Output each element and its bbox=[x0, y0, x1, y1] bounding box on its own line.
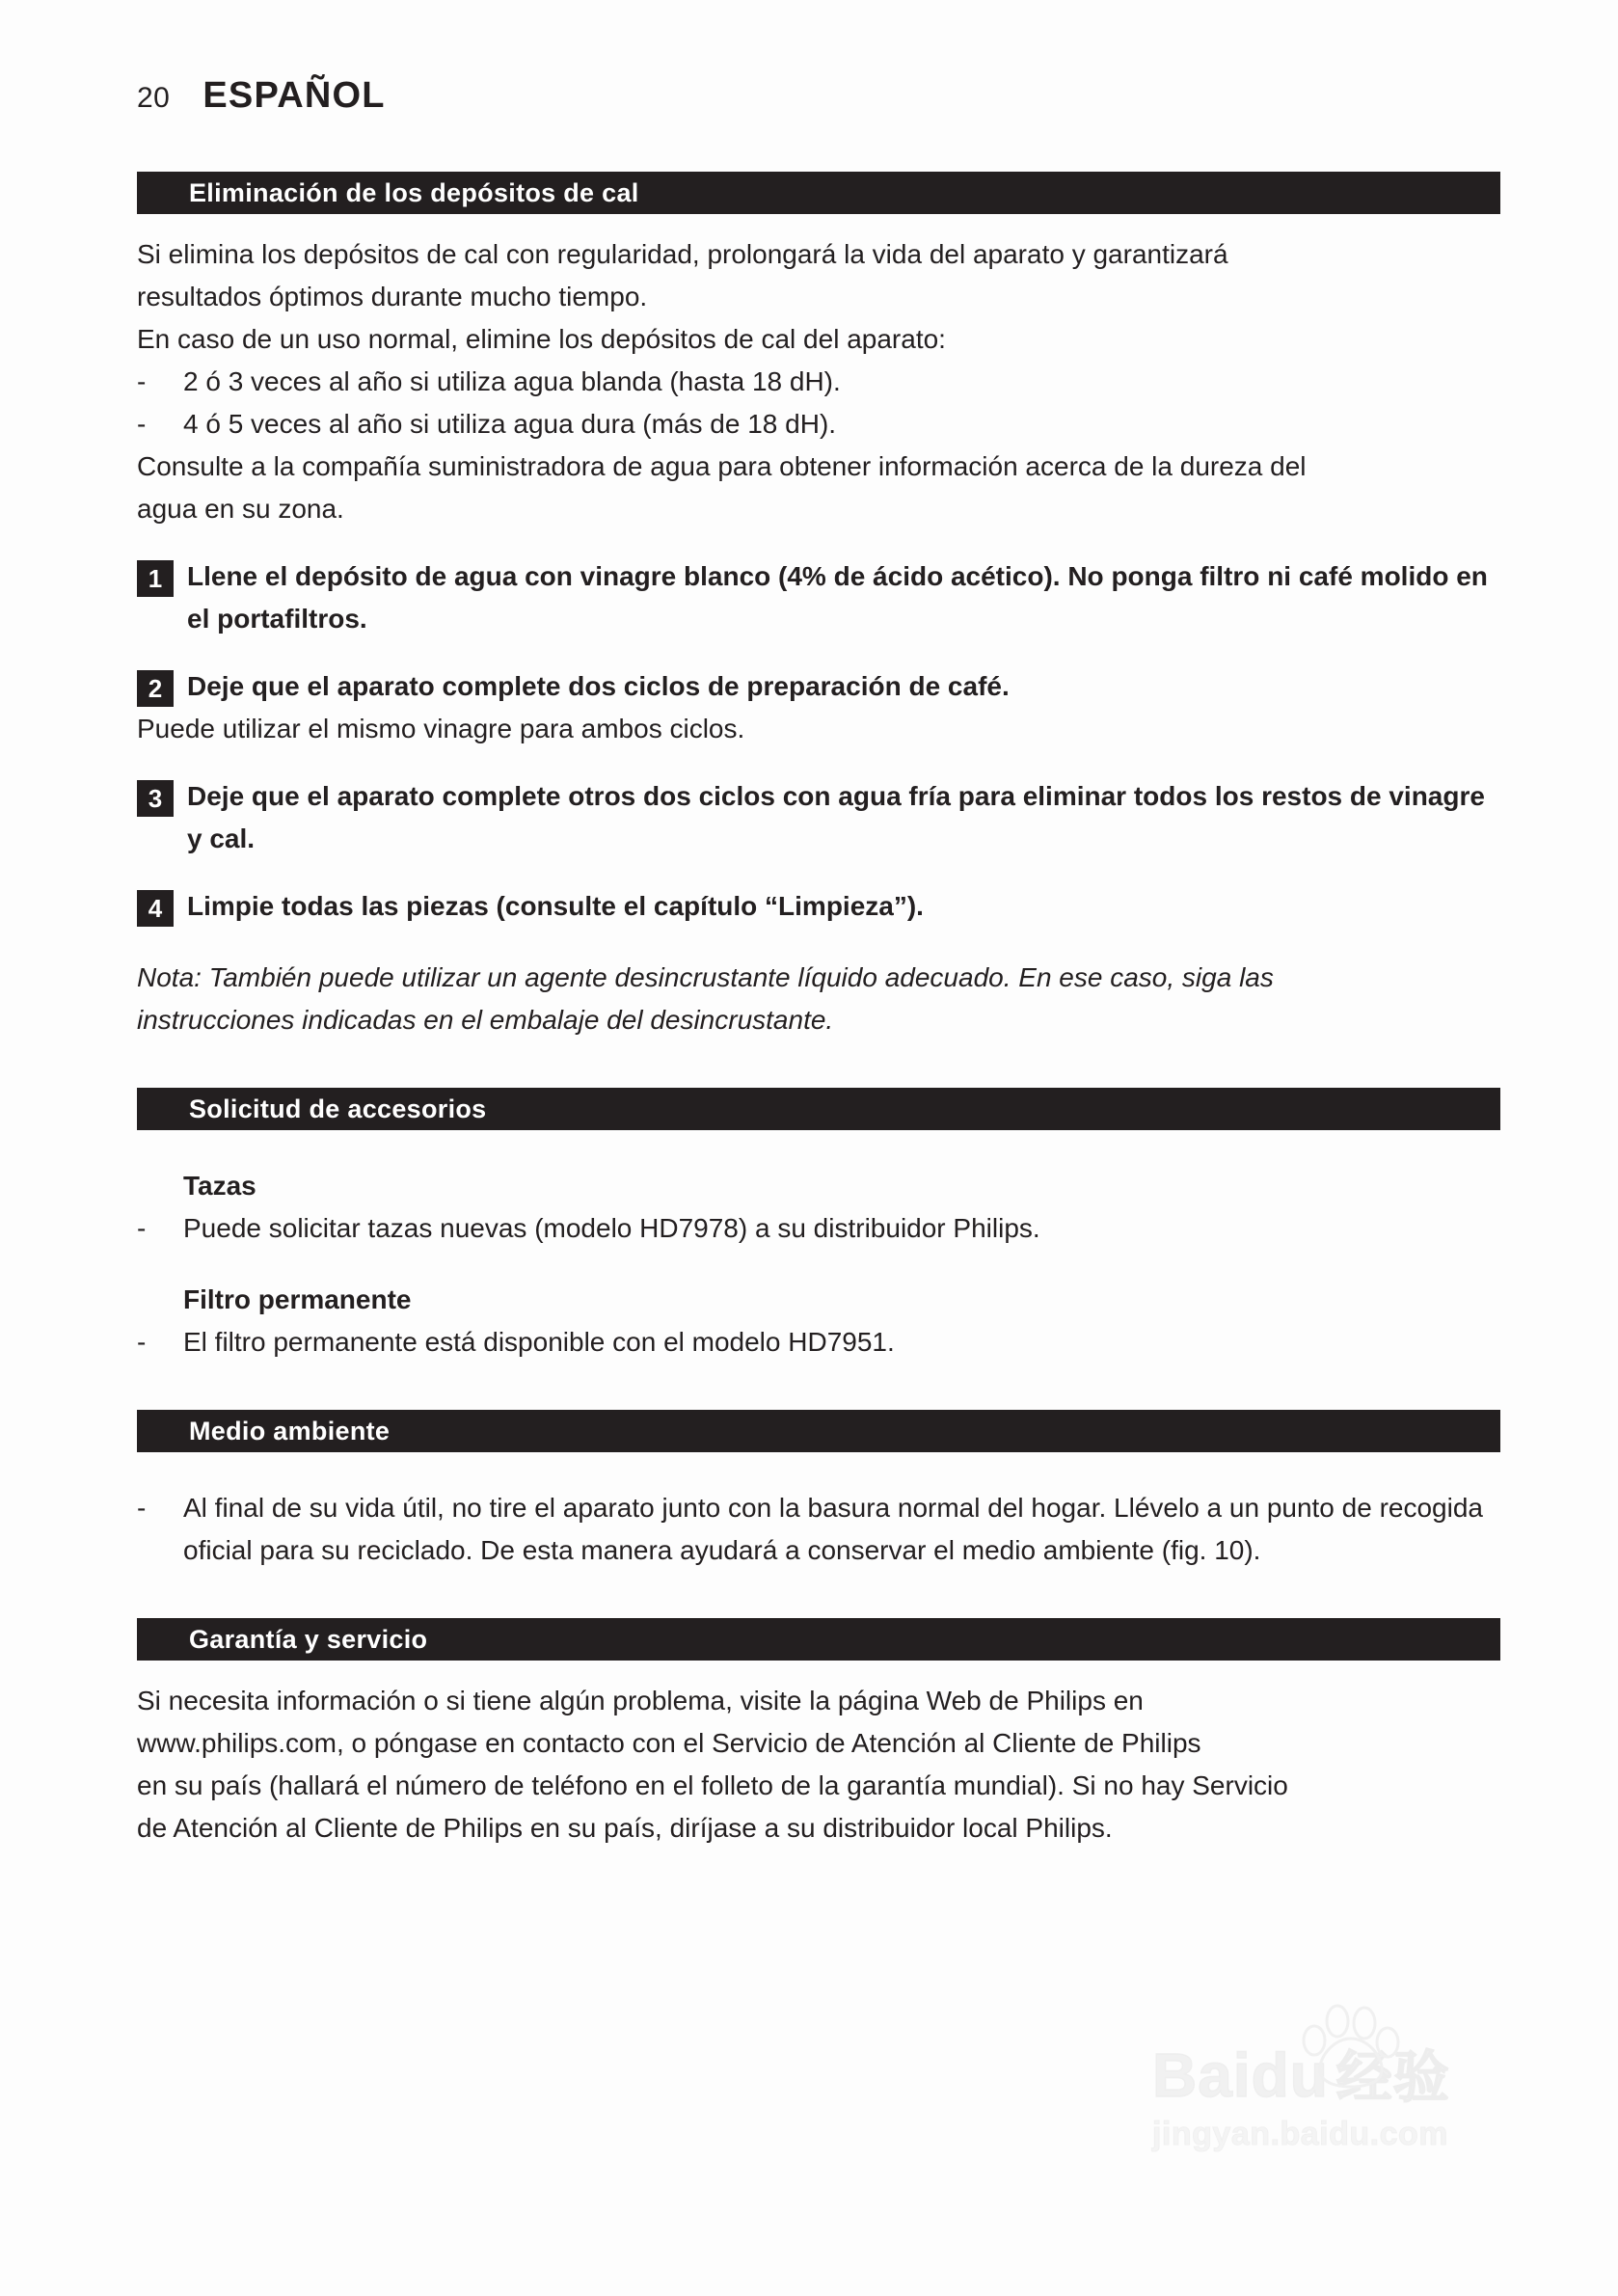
step-text: Deje que el aparato complete otros dos ciclos con agua fría para eliminar todos los restos de vinagre y cal. bbox=[187, 781, 1485, 853]
section-title-descaling: Eliminación de los depósitos de cal bbox=[189, 177, 639, 207]
warranty-line-3: en su país (hallará el número de teléfono en el folleto de la garantía mundial). Si no hay Servicio bbox=[137, 1770, 1288, 1800]
bullet-dash: - bbox=[137, 409, 147, 439]
section-title-accessories: Solicitud de accesorios bbox=[189, 1094, 487, 1123]
watermark-brand-row bbox=[1152, 2040, 1557, 2110]
bullet-dash: - bbox=[137, 1213, 147, 1243]
step-number-badge: 4 bbox=[137, 890, 174, 927]
step-number-badge: 2 bbox=[137, 670, 174, 707]
watermark-brand-text: Baidu bbox=[1152, 2040, 1329, 2110]
descaling-bullet-2 bbox=[137, 403, 1500, 446]
bullet-dash: - bbox=[137, 1327, 147, 1357]
bullet-text: Al final de su vida útil, no tire el aparato junto con la basura normal del hogar. Llévelo a un punto de recogida oficial para su reciclado. De esta manera ayudará a conservar el medio ambiente (fig. 10). bbox=[183, 1493, 1483, 1565]
step-2 bbox=[137, 665, 1500, 708]
section-bar-environment bbox=[137, 1410, 1500, 1452]
section-bar-descaling bbox=[137, 172, 1500, 214]
page-header bbox=[137, 75, 386, 117]
language-title: ESPAÑOL bbox=[202, 75, 386, 116]
step-text: Llene el depósito de agua con vinagre blanco (4% de ácido acético). No ponga filtro ni café molido en el portafiltros. bbox=[187, 561, 1488, 634]
bullet-text: El filtro permanente está disponible con el modelo HD7951. bbox=[183, 1327, 895, 1357]
step-text: Limpie todas las piezas (consulte el capítulo “Limpieza”). bbox=[187, 891, 924, 921]
step-number-badge: 1 bbox=[137, 560, 174, 597]
descaling-intro-line-3: En caso de un uso normal, elimine los depósitos de cal del aparato: bbox=[137, 324, 946, 354]
section-bar-warranty bbox=[137, 1618, 1500, 1661]
descaling-outro-line-1: Consulte a la compañía suministradora de agua para obtener información acerca de la dureza del bbox=[137, 451, 1307, 481]
accessories-bullet-1 bbox=[137, 1207, 1500, 1250]
bullet-text: Puede solicitar tazas nuevas (modelo HD7978) a su distribuidor Philips. bbox=[183, 1213, 1040, 1243]
bullet-text: 4 ó 5 veces al año si utiliza agua dura (más de 18 dH). bbox=[183, 409, 837, 439]
bullet-text: 2 ó 3 veces al año si utiliza agua blanda (hasta 18 dH). bbox=[183, 366, 841, 396]
warranty-line-2: www.philips.com, o póngase en contacto con el Servicio de Atención al Cliente de Philips bbox=[137, 1728, 1201, 1758]
warranty-line-4: de Atención al Cliente de Philips en su país, diríjase a su distribuidor local Philips. bbox=[137, 1813, 1113, 1843]
bullet-dash: - bbox=[137, 366, 147, 396]
descaling-intro-line-2: resultados óptimos durante mucho tiempo. bbox=[137, 282, 648, 311]
section-title-environment: Medio ambiente bbox=[189, 1416, 391, 1445]
subheading-filtro-permanente: Filtro permanente bbox=[183, 1284, 412, 1314]
step-4 bbox=[137, 885, 1500, 928]
accessories-bullet-2 bbox=[137, 1321, 1500, 1364]
descaling-outro-line-2: agua en su zona. bbox=[137, 494, 344, 524]
step-text: Deje que el aparato complete dos ciclos de preparación de café. bbox=[187, 671, 1010, 701]
descaling-intro-line-1: Si elimina los depósitos de cal con regularidad, prolongará la vida del aparato y garantizará bbox=[137, 239, 1228, 269]
watermark-brand-cn: 经验 bbox=[1335, 2046, 1450, 2109]
watermark-url: jingyan.baidu.com bbox=[1152, 2116, 1448, 2152]
descaling-bullet-1 bbox=[137, 361, 1500, 403]
subheading-tazas: Tazas bbox=[183, 1171, 256, 1201]
bullet-dash: - bbox=[137, 1493, 147, 1523]
paw-print-icon bbox=[1295, 2004, 1411, 2100]
section-title-warranty: Garantía y servicio bbox=[189, 1624, 428, 1654]
content-column bbox=[137, 172, 1500, 1850]
step-2-followup: Puede utilizar el mismo vinagre para ambos ciclos. bbox=[137, 714, 745, 743]
descaling-note-line-2: instrucciones indicadas en el embalaje del desincrustante. bbox=[137, 1005, 834, 1035]
environment-bullet-1 bbox=[137, 1487, 1500, 1572]
step-number-badge: 3 bbox=[137, 780, 174, 817]
baidu-watermark bbox=[1152, 2040, 1557, 2153]
section-bar-accessories bbox=[137, 1088, 1500, 1130]
warranty-line-1: Si necesita información o si tiene algún problema, visite la página Web de Philips en bbox=[137, 1686, 1144, 1715]
step-1 bbox=[137, 555, 1500, 640]
descaling-note-line-1: Nota: También puede utilizar un agente desincrustante líquido adecuado. En ese caso, siga las bbox=[137, 962, 1274, 992]
page-number: 20 bbox=[137, 82, 171, 114]
step-3 bbox=[137, 775, 1500, 860]
